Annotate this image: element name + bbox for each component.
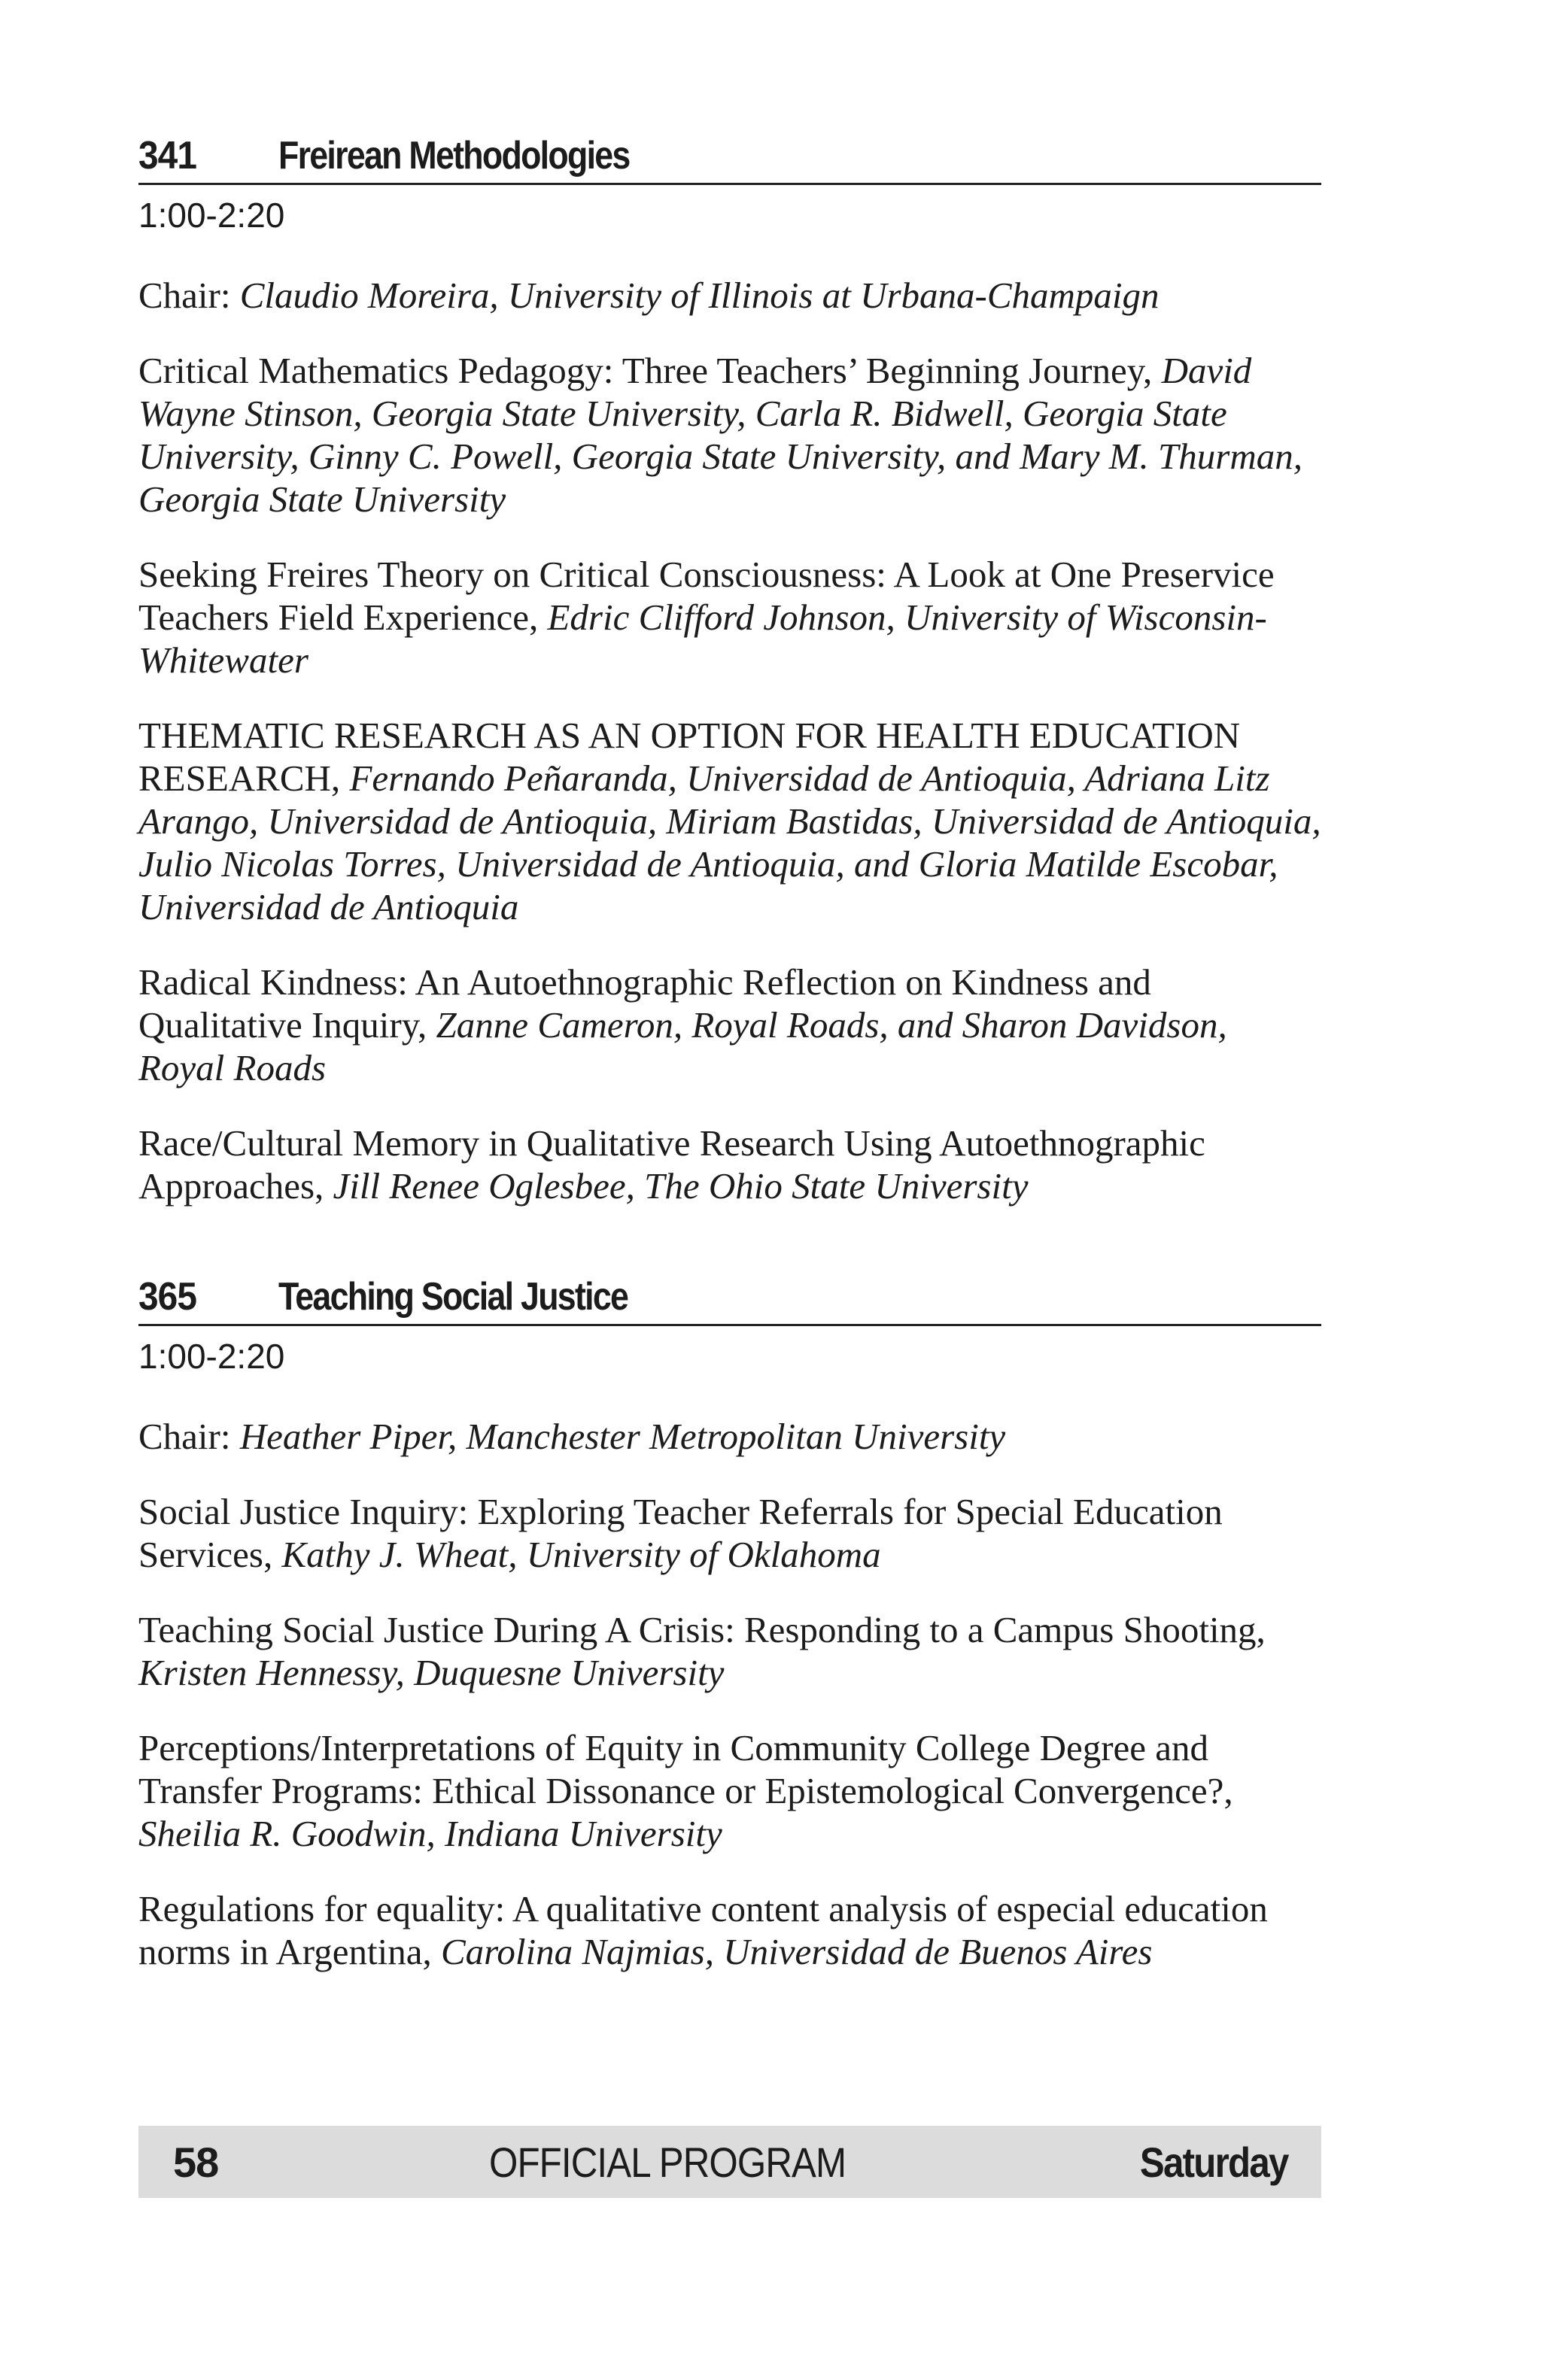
paper-entry xyxy=(138,1608,1321,1694)
page-footer xyxy=(138,2126,1321,2198)
paper-entry xyxy=(138,349,1321,521)
page-number: 58 xyxy=(173,2138,219,2186)
paper-title: Perceptions/Interpretations of Equity in Community College Degree and Transfer Programs: Ethical Dissonance or Epistemological Convergence?, xyxy=(138,1727,1233,1811)
session-title: Teaching Social Justice xyxy=(278,1275,628,1319)
chair-label: Chair: xyxy=(138,275,240,316)
footer-program-title: OFFICIAL PROGRAM xyxy=(489,2138,846,2186)
paper-title: THEMATIC RESEARCH AS AN OPTION FOR HEALTH EDUCATION RESEARCH, xyxy=(138,715,1241,799)
session-365 xyxy=(138,1269,1321,1973)
session-header xyxy=(138,1269,1321,1326)
paper-authors: Zanne Cameron, Royal Roads, and Sharon Davidson, Royal Roads xyxy=(138,1004,1227,1088)
paper-authors: Carolina Najmias, Universidad de Buenos Aires xyxy=(440,1931,1153,1972)
program-page xyxy=(138,128,1321,1973)
paper-authors: David Wayne Stinson, Georgia State University, Carla R. Bidwell, Georgia State University, Ginny C. Powell, Georgia State University, and Mary M. Thurman, Georgia State University xyxy=(138,350,1302,520)
paper-title: Critical Mathematics Pedagogy: Three Teachers’ Beginning Journey, xyxy=(138,350,1162,391)
session-number: 365 xyxy=(138,1275,197,1319)
paper-authors: Kristen Hennessy, Duquesne University xyxy=(138,1652,725,1693)
session-time: 1:00-2:20 xyxy=(138,1337,285,1376)
paper-entry xyxy=(138,1490,1321,1576)
paper-title: Race/Cultural Memory in Qualitative Research Using Autoethnographic Approaches, xyxy=(138,1122,1205,1207)
paper-entry xyxy=(138,714,1321,928)
paper-entry xyxy=(138,961,1321,1089)
paper-title: Teaching Social Justice During A Crisis: Responding to a Campus Shooting, xyxy=(138,1609,1266,1650)
session-title: Freirean Methodologies xyxy=(278,134,630,178)
session-chair xyxy=(138,1415,1321,1458)
session-number: 341 xyxy=(138,134,197,178)
chair-name: Claudio Moreira, University of Illinois at Urbana-Champaign xyxy=(239,275,1160,316)
paper-entry xyxy=(138,1726,1321,1855)
paper-entry xyxy=(138,1887,1321,1973)
paper-authors: Kathy J. Wheat, University of Oklahoma xyxy=(281,1534,881,1575)
chair-name: Heather Piper, Manchester Metropolitan University xyxy=(239,1416,1006,1457)
paper-entry xyxy=(138,1122,1321,1207)
paper-authors: Fernando Peñaranda, Universidad de Antioquia, Adriana Litz Arango, Universidad de Antioquia, Miriam Bastidas, Universidad de Antioquia, Julio Nicolas Torres, Universidad de Antioquia, and Gloria Matilde Escobar, Universidad de Antioquia xyxy=(138,757,1321,927)
paper-title: Regulations for equality: A qualitative content analysis of especial education norms in Argentina, xyxy=(138,1888,1268,1972)
chair-label: Chair: xyxy=(138,1416,240,1457)
session-341 xyxy=(138,128,1321,1207)
paper-title: Social Justice Inquiry: Exploring Teacher Referrals for Special Education Services, xyxy=(138,1491,1223,1575)
session-time: 1:00-2:20 xyxy=(138,196,285,235)
paper-authors: Jill Renee Oglesbee, The Ohio State University xyxy=(333,1165,1029,1207)
footer-day: Saturday xyxy=(1140,2138,1288,2186)
paper-authors: Sheilia R. Goodwin, Indiana University xyxy=(138,1813,722,1854)
paper-entry xyxy=(138,553,1321,682)
session-chair xyxy=(138,274,1321,317)
paper-authors: Edric Clifford Johnson, University of Wisconsin-Whitewater xyxy=(138,597,1267,681)
paper-title: Seeking Freires Theory on Critical Consciousness: A Look at One Preservice Teachers Field Experience, xyxy=(138,554,1275,638)
session-header xyxy=(138,128,1321,185)
paper-title: Radical Kindness: An Autoethnographic Reflection on Kindness and Qualitative Inquiry, xyxy=(138,961,1151,1046)
